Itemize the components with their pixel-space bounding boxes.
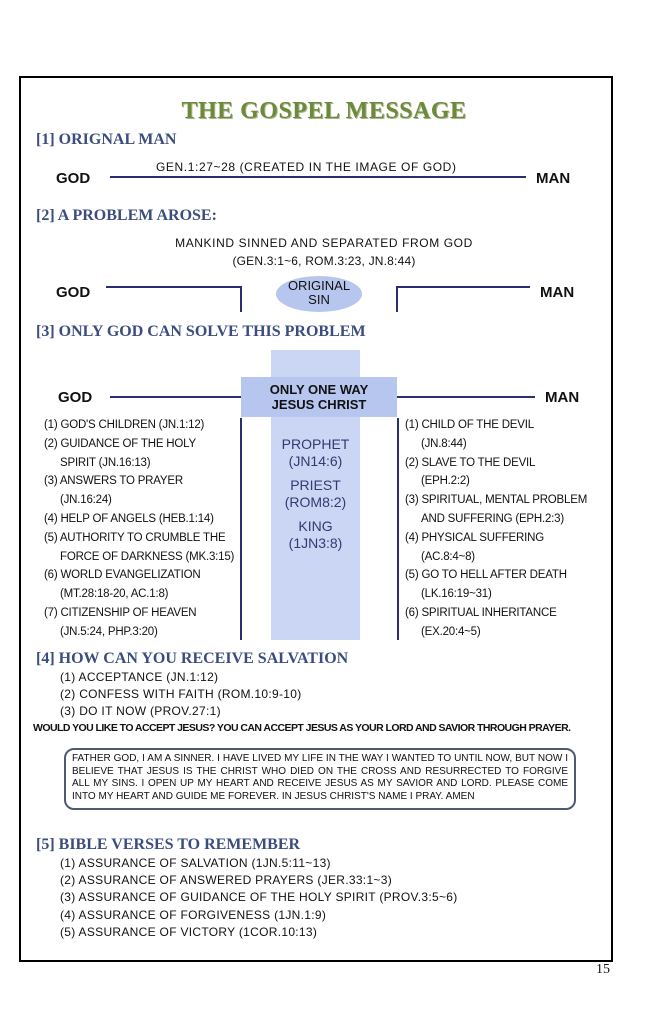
list-item: (3) ASSURANCE OF GUIDANCE OF THE HOLY SPIRIT (PROV.3:5~6): [60, 890, 458, 905]
god-side-list: [44, 416, 234, 642]
role-priest: [271, 477, 360, 511]
section3-heading: [36, 323, 366, 341]
role-name: PROPHET: [281, 436, 350, 452]
list-item: (2) CONFESS WITH FAITH (ROM.10:9-10): [60, 687, 302, 701]
list-item: (6) SPIRITUAL INHERITANCE: [405, 606, 557, 619]
list-item: (1) ACCEPTANCE (JN.1:12): [60, 670, 219, 684]
section5-number: [5]: [36, 836, 55, 853]
role-king: [271, 518, 360, 552]
list-item: (4) HELP OF ANGELS (HEB.1:14): [44, 512, 214, 525]
list-item: (3) ANSWERS TO PRAYER: [44, 475, 183, 488]
cross-label-line-2: JESUS CHRIST: [271, 397, 367, 412]
cross-label: [241, 382, 397, 412]
section3-man-label: MAN: [545, 389, 580, 406]
bible-verses-list: [60, 855, 458, 941]
section1-heading: [36, 131, 176, 149]
list-item: (5) AUTHORITY TO CRUMBLE THE: [44, 531, 226, 544]
list-item: FORCE OF DARKNESS (MK.3:15): [60, 550, 235, 563]
section1-number: [1]: [36, 131, 55, 148]
role-ref: (JN14:6): [288, 453, 343, 469]
section5-title: BIBLE VERSES TO REMEMBER: [58, 836, 301, 853]
list-item: (JN.8:44): [421, 437, 467, 450]
list-item: (MT.28:18-20, AC.1:8): [60, 588, 169, 601]
section2-title: A PROBLEM AROSE:: [57, 207, 217, 224]
list-item: AND SUFFERING (EPH.2:3): [421, 512, 565, 525]
section3-number: [3]: [36, 323, 55, 340]
section2-god-label: GOD: [56, 284, 91, 301]
section3-god-label: GOD: [58, 389, 93, 406]
god-side-divider: [240, 418, 242, 640]
list-item: (2) SLAVE TO THE DEVIL: [405, 456, 536, 469]
list-item: (1) CHILD OF THE DEVIL: [405, 419, 534, 431]
section1-caption: GEN.1:27~28 (CREATED IN THE IMAGE OF GOD): [156, 160, 457, 174]
role-prophet: [271, 436, 360, 470]
section4-number: [4]: [36, 650, 55, 667]
section1-connection-line: [110, 176, 526, 178]
invitation-text: WOULD YOU LIKE TO ACCEPT JESUS? YOU CAN ACCEPT JESUS AS YOUR LORD AND SAVIOR THROUGH PRAYER.: [33, 722, 571, 734]
section5-heading: [36, 836, 300, 854]
section1-man-label: MAN: [536, 170, 571, 187]
list-item: (1) GOD'S CHILDREN (JN.1:12): [44, 419, 205, 431]
list-item: (2) GUIDANCE OF THE HOLY: [44, 437, 196, 450]
page-number: 15: [596, 962, 610, 977]
role-name: KING: [298, 518, 333, 534]
page-title: THE GOSPEL MESSAGE: [181, 98, 467, 124]
prayer-box: FATHER GOD, I AM A SINNER. I HAVE LIVED MY LIFE IN THE WAY I WANTED TO UNTIL NOW, BUT NOW I BELIEVE THAT JESUS IS THE CHRIST WHO DIED ON THE CROSS AND RESURRECTED TO FORGIVE ALL MY SINS. I OPEN UP MY HEART AND RECEIVE JESUS AS MY SAVIOR AND LORD. PLEASE COME INTO MY HEART AND GUIDE ME FOREVER. IN JESUS CHRIST'S NAME I PRAY. AMEN: [64, 748, 576, 810]
jesus-roles: [271, 436, 360, 559]
list-item: (1) ASSURANCE OF SALVATION (1JN.5:11~13): [60, 856, 331, 870]
list-item: (6) WORLD EVANGELIZATION: [44, 569, 201, 582]
list-item: (EPH.2:2): [421, 475, 470, 488]
list-item: (JN.16:24): [60, 494, 112, 507]
section1-god-label: GOD: [56, 170, 91, 187]
list-item: (LK.16:19~31): [421, 588, 492, 601]
oval-line-2: SIN: [308, 292, 330, 307]
section2-caption-2: (GEN.3:1~6, ROM.3:23, JN.8:44): [232, 254, 416, 268]
section2-man-label: MAN: [540, 284, 575, 301]
section3-title: ONLY GOD CAN SOLVE THIS PROBLEM: [58, 323, 366, 340]
list-item: (AC.8:4~8): [421, 550, 475, 563]
section3-god-line: [110, 396, 241, 398]
role-ref: (1JN3:8): [288, 535, 343, 551]
section3-man-line: [397, 396, 535, 398]
list-item: (4) ASSURANCE OF FORGIVENESS (1JN.1:9): [60, 907, 327, 922]
man-side-divider: [397, 418, 399, 640]
original-sin-oval: [276, 276, 362, 312]
list-item: (5) GO TO HELL AFTER DEATH: [405, 569, 567, 582]
list-item: (JN.5:24, PHP.3:20): [60, 625, 158, 638]
list-item: (3) SPIRITUAL, MENTAL PROBLEM: [405, 494, 588, 507]
section2-man-line-drop: [396, 286, 398, 312]
list-item: (3) DO IT NOW (PROV.27:1): [60, 704, 221, 718]
man-side-list: [405, 416, 587, 642]
section2-man-line: [396, 286, 530, 288]
salvation-steps-list: [60, 669, 302, 720]
section4-title: HOW CAN YOU RECEIVE SALVATION: [58, 650, 349, 667]
list-item: (7) CITIZENSHIP OF HEAVEN: [44, 606, 197, 619]
list-item: (2) ASSURANCE OF ANSWERED PRAYERS (JER.33:1~3): [60, 873, 392, 888]
list-item: (5) ASSURANCE OF VICTORY (1COR.10:13): [60, 924, 318, 939]
section1-title: ORIGNAL MAN: [58, 131, 177, 148]
section4-heading: [36, 650, 348, 668]
section2-god-line: [106, 286, 242, 288]
list-item: (EX.20:4~5): [421, 625, 481, 638]
section2-god-line-drop: [240, 286, 242, 312]
list-item: (4) PHYSICAL SUFFERING: [405, 531, 544, 544]
section2-number: [2]: [36, 207, 55, 224]
section2-caption-1: MANKIND SINNED AND SEPARATED FROM GOD: [175, 236, 473, 250]
role-name: PRIEST: [290, 477, 341, 493]
section2-heading: [36, 207, 217, 225]
oval-line-1: ORIGINAL: [287, 278, 351, 293]
role-ref: (ROM8:2): [284, 494, 347, 510]
cross-label-line-1: ONLY ONE WAY: [269, 382, 369, 397]
list-item: SPIRIT (JN.16:13): [60, 456, 151, 469]
